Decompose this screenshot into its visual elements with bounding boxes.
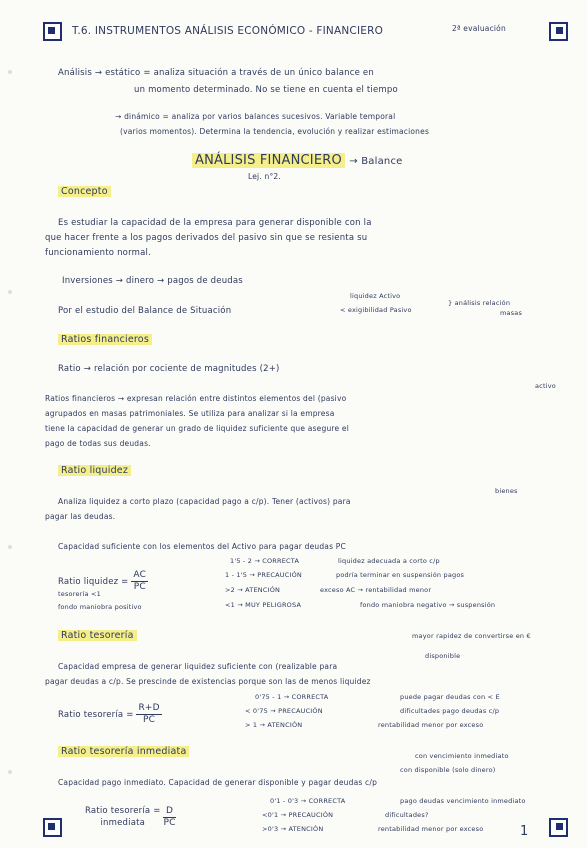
concepto-line: funcionamiento normal.	[45, 248, 151, 258]
heading-ratios	[58, 334, 152, 345]
liquidez-denominator: PC	[133, 582, 146, 592]
liquidez-side: fondo maniobra positivo	[58, 603, 142, 611]
intro-line: → dinámico = analiza por varios balances sucesivos. Variable temporal	[115, 112, 396, 121]
tesoreria-case-note: dificultades pago deudas c/p	[400, 707, 500, 715]
liquidez-numerator: AC	[133, 570, 147, 580]
liquidez-case-note: fondo maniobra negativo → suspensión	[360, 601, 496, 609]
evaluation-label: 2ª evaluación	[452, 24, 506, 33]
liquidez-line: Capacidad suficiente con los elementos del Activo para pagar deudas PC	[58, 542, 346, 551]
concepto-note: masas	[500, 309, 523, 317]
tesoreria-fraction	[136, 703, 161, 726]
liquidez-case-note: exceso AC → rentabilidad menor	[320, 586, 432, 594]
inmediata-case-note: dificultades?	[385, 811, 429, 819]
tesoreria-case: > 1 → ATENCIÓN	[245, 721, 303, 729]
liquidez-case-note: podría terminar en suspensión pagos	[336, 571, 465, 579]
heading-inmediata-text: Ratio tesorería inmediata	[58, 746, 189, 757]
tesoreria-case: < 0'75 → PRECAUCIÓN	[245, 707, 323, 715]
tesoreria-denominator: PC	[143, 715, 156, 725]
inmediata-note: con disponible (solo dinero)	[400, 766, 496, 774]
tesoreria-note: mayor rapidez de convertirse en €	[412, 632, 531, 640]
tesoreria-case: 0'75 - 1 → CORRECTA	[255, 693, 329, 701]
heading-concepto	[58, 186, 111, 197]
liquidez-case: 1 - 1'5 → PRECAUCIÓN	[225, 571, 302, 579]
ratios-line: pago de todas sus deudas.	[45, 439, 151, 448]
page-number: 1	[520, 824, 529, 839]
intro-line: Análisis → estático = analiza situación a través de un único balance en	[58, 68, 374, 78]
punch-mark	[8, 70, 12, 74]
heading-liquidez-text: Ratio liquidez	[58, 465, 131, 476]
tesoreria-note: disponible	[425, 652, 461, 660]
section-title	[192, 153, 403, 168]
inmediata-case: 0'1 - 0'3 → CORRECTA	[270, 797, 346, 805]
liquidez-note: bienes	[495, 487, 518, 495]
punch-mark	[8, 545, 12, 549]
inmediata-case-note: rentabilidad menor por exceso	[378, 825, 484, 833]
tesoreria-case-note: rentabilidad menor por exceso	[378, 721, 484, 729]
tesoreria-case-note: puede pagar deudas con < E	[400, 693, 500, 701]
concepto-note: < exigibilidad Pasivo	[340, 306, 412, 314]
liquidez-fraction	[131, 570, 148, 593]
inmediata-formula	[85, 805, 176, 829]
tesoreria-line: Capacidad empresa de generar liquidez suficiente con (realizable para	[58, 662, 338, 671]
liquidez-case: >2 → ATENCIÓN	[225, 586, 281, 594]
liquidez-formula-label: Ratio liquidez =	[58, 577, 129, 587]
concepto-line: que hacer frente a los pagos derivados del pasivo sin que se resienta su	[45, 233, 368, 243]
inmediata-label-2: inmediata	[100, 818, 146, 828]
inmediata-case: >0'3 → ATENCIÓN	[262, 825, 324, 833]
inmediata-case-note: pago deudas vencimiento inmediato	[400, 797, 526, 805]
punch-mark	[8, 770, 12, 774]
section-title-text: ANÁLISIS FINANCIERO	[192, 153, 345, 168]
corner-square-top-left	[43, 22, 62, 41]
concepto-note: } análisis relación	[448, 299, 511, 307]
heading-concepto-text: Concepto	[58, 186, 111, 197]
ratios-line: agrupados en masas patrimoniales. Se utiliza para analizar si la empresa	[45, 409, 335, 418]
inmediata-fraction	[163, 806, 175, 829]
tesoreria-numerator: R+D	[138, 703, 160, 713]
liquidez-side: tesorería <1	[58, 590, 101, 598]
intro-line: un momento determinado. No se tiene en cuenta el tiempo	[134, 85, 398, 95]
inmediata-label-1: Ratio tesorería =	[85, 806, 161, 816]
heading-tesoreria-text: Ratio tesorería	[58, 630, 137, 641]
tesoreria-line: pagar deudas a c/p. Se prescinde de existencias porque son las de menos liquidez	[45, 677, 371, 686]
inmediata-line: Capacidad pago inmediato. Capacidad de generar disponible y pagar deudas c/p	[58, 778, 378, 787]
concepto-line: Por el estudio del Balance de Situación	[58, 306, 232, 316]
inmediata-note: con vencimiento inmediato	[415, 752, 509, 760]
heading-ratios-text: Ratios financieros	[58, 334, 152, 345]
concepto-line: Inversiones → dinero → pagos de deudas	[62, 276, 243, 286]
ratios-line: Ratio → relación por cociente de magnitudes (2+)	[58, 364, 280, 374]
section-arrow: → Balance	[349, 156, 403, 167]
tesoreria-formula-label: Ratio tesorería =	[58, 710, 134, 720]
corner-square-bottom-right	[549, 818, 568, 837]
punch-mark	[8, 290, 12, 294]
corner-square-top-right	[549, 22, 568, 41]
inmediata-numerator: D	[163, 806, 175, 818]
ratios-line: Ratios financieros → expresan relación entre distintos elementos del (pasivo	[45, 394, 347, 403]
intro-line: (varios momentos). Determina la tendencia, evolución y realizar estimaciones	[120, 127, 430, 136]
liquidez-case: <1 → MUY PELIGROSA	[225, 601, 302, 609]
inmediata-case: <0'1 → PRECAUCIÓN	[262, 811, 334, 819]
inmediata-denominator: PC	[163, 817, 176, 828]
liquidez-case: 1'5 - 2 → CORRECTA	[230, 557, 300, 565]
ratios-line: tiene la capacidad de generar un grado de liquidez suficiente que asegure el	[45, 424, 350, 433]
heading-inmediata	[58, 746, 189, 757]
concepto-line: Es estudiar la capacidad de la empresa para generar disponible con la	[58, 218, 372, 228]
page-title: T.6. INSTRUMENTOS ANÁLISIS ECONÓMICO - FINANCIERO	[72, 25, 384, 37]
liquidez-line: pagar las deudas.	[45, 512, 116, 521]
liquidez-line: Analiza liquidez a corto plazo (capacidad pago a c/p). Tener (activos) para	[58, 497, 351, 506]
concepto-note: liquidez Activo	[350, 292, 401, 300]
liquidez-case-note: liquidez adecuada a corto c/p	[338, 557, 440, 565]
ratios-note: activo	[535, 382, 556, 390]
heading-tesoreria	[58, 630, 137, 641]
heading-liquidez	[58, 465, 131, 476]
corner-square-bottom-left	[43, 818, 62, 837]
inmediata-formula-label	[85, 805, 161, 829]
tesoreria-formula	[58, 703, 162, 726]
section-subtitle: Lej. n°2.	[248, 172, 281, 181]
